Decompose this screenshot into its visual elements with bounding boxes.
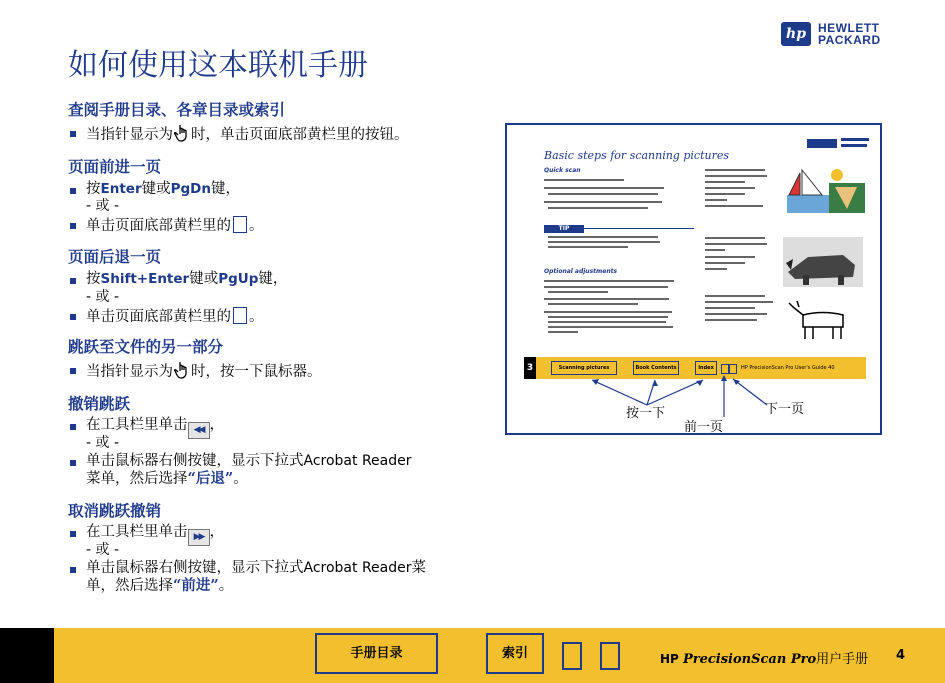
text-segment: 当指针显示为 — [86, 364, 173, 380]
hand-pointer-icon — [173, 361, 191, 379]
or-separator: - 或 - — [86, 542, 120, 558]
section-heading-toc: 查阅手册目录、各章目录或索引 — [68, 100, 286, 119]
text-segment: 键， — [258, 271, 288, 287]
hp-logo — [781, 22, 893, 48]
instruction-next-key — [86, 181, 240, 198]
text-segment: 时，按一下鼠标器。 — [191, 364, 322, 380]
footer-black-block — [0, 628, 54, 683]
text-segment: ， — [209, 524, 224, 540]
or-separator: - 或 - — [86, 289, 120, 305]
menu-option-back: “后退” — [187, 470, 234, 487]
hp-logo-mark: hp — [781, 22, 811, 46]
thumb-page-number: 3 — [524, 357, 536, 379]
instruction-jump — [86, 361, 322, 381]
text-segment: 单，然后选择 — [86, 578, 173, 594]
text-segment: 单击页面底部黄栏里的 — [86, 309, 231, 325]
hand-pointer-icon — [173, 124, 191, 142]
hp-logo-text — [818, 22, 881, 46]
key-pgdn: PgDn — [170, 181, 211, 197]
text-segment: 单击鼠标器右侧按键，显示下拉式 — [86, 453, 304, 469]
instruction-undo-menu — [86, 453, 412, 470]
app-name: Acrobat Reader — [303, 560, 412, 576]
section-heading-redo-jump: 取消跳跃撤销 — [68, 501, 162, 520]
footer-product: PrecisionScan Pro — [682, 652, 817, 667]
go-forward-toolbar-icon: ▶▶ — [188, 529, 210, 546]
or-separator: - 或 - — [86, 198, 120, 214]
callout-arrows — [507, 125, 882, 435]
instruction-redo-menu — [86, 560, 426, 577]
text-segment: 按 — [86, 271, 101, 287]
text-segment: 菜单，然后选择 — [86, 471, 188, 487]
instruction-next-click — [86, 216, 264, 235]
instruction-prev-click — [86, 307, 264, 326]
bullet-icon — [70, 188, 76, 194]
app-name: Acrobat Reader — [303, 453, 412, 469]
thumb-footer-text: HP PrecisionScan Pro User's Guide 40 — [741, 365, 835, 371]
footer-guide: 用户手册 — [816, 652, 869, 667]
bullet-icon — [70, 278, 76, 284]
footer-guide-title — [660, 648, 868, 667]
bullet-icon — [70, 531, 76, 537]
or-separator: - 或 - — [86, 435, 120, 451]
text-segment: 时，单击页面底部黄栏里的按钮。 — [191, 127, 409, 143]
hp-logo-line2: PACKARD — [818, 33, 881, 47]
callout-press: 按一下 — [626, 406, 666, 421]
hp-logo-line1: HEWLETT — [818, 21, 880, 35]
thumb-scanning-button: Scanning pictures — [551, 361, 617, 375]
text-segment: 在工具栏里单击 — [86, 524, 188, 540]
text-segment: 键或 — [141, 181, 171, 197]
text-segment: ， — [209, 417, 224, 433]
text-segment: 。 — [218, 578, 234, 594]
thumb-optional-heading: Optional adjustments — [544, 268, 618, 275]
key-shift-enter: Shift+Enter — [100, 271, 190, 287]
callout-next-page: 下一页 — [765, 402, 805, 417]
thumb-index-button: Index — [695, 361, 717, 375]
text-segment: 。 — [249, 309, 264, 325]
thumb-contents-button: Book Contents — [633, 361, 679, 375]
text-segment: 。 — [249, 218, 264, 234]
text-segment: 单击页面底部黄栏里的 — [86, 218, 231, 234]
text-segment: 在工具栏里单击 — [86, 417, 188, 433]
bullet-icon — [70, 368, 76, 374]
bullet-icon — [70, 567, 76, 573]
section-heading-undo-jump: 撤销跳跃 — [68, 394, 131, 413]
bullet-icon — [70, 314, 76, 320]
contents-button[interactable]: 手册目录 — [315, 633, 438, 674]
text-segment: 菜 — [411, 560, 426, 576]
instruction-redo-menu-cont — [86, 577, 233, 595]
callout-prev-page: 前一页 — [684, 420, 724, 435]
key-pgup: PgUp — [218, 271, 259, 287]
thumb-title: Basic steps for scanning pictures — [544, 149, 729, 162]
bullet-icon — [70, 460, 76, 466]
next-page-button[interactable] — [600, 642, 620, 670]
section-heading-prev-page: 页面后退一页 — [68, 247, 162, 266]
footer-page-number: 4 — [896, 648, 906, 663]
section-heading-next-page: 页面前进一页 — [68, 157, 162, 176]
bullet-icon — [70, 223, 76, 229]
next-page-square-icon — [233, 216, 247, 233]
key-enter: Enter — [100, 181, 142, 197]
sample-page-thumbnail — [505, 123, 882, 435]
text-segment: 键或 — [189, 271, 219, 287]
text-segment: 单击鼠标器右侧按键，显示下拉式 — [86, 560, 304, 576]
text-segment: 。 — [233, 471, 248, 487]
thumb-quick-scan-heading: Quick scan — [544, 167, 581, 174]
menu-option-forward: “前进” — [173, 577, 219, 594]
bullet-icon — [70, 131, 76, 137]
prev-page-square-icon — [233, 307, 247, 324]
index-button[interactable]: 索引 — [486, 633, 544, 674]
text-segment: 当指针显示为 — [86, 127, 173, 143]
text-segment: 按 — [86, 181, 101, 197]
instruction-prev-key — [86, 271, 287, 288]
instruction-undo-menu-cont — [86, 470, 248, 488]
go-back-toolbar-icon: ◀◀ — [188, 422, 210, 439]
footer-hp: HP — [660, 652, 679, 666]
thumb-tip-badge: TIP — [544, 225, 584, 233]
previous-page-button[interactable] — [562, 642, 582, 670]
page-title: 如何使用这本联机手册 — [68, 48, 368, 83]
section-heading-jump: 跳跃至文件的另一部分 — [68, 337, 224, 356]
instruction-toc — [86, 124, 409, 144]
text-segment: 键， — [210, 181, 240, 197]
bullet-icon — [70, 424, 76, 430]
